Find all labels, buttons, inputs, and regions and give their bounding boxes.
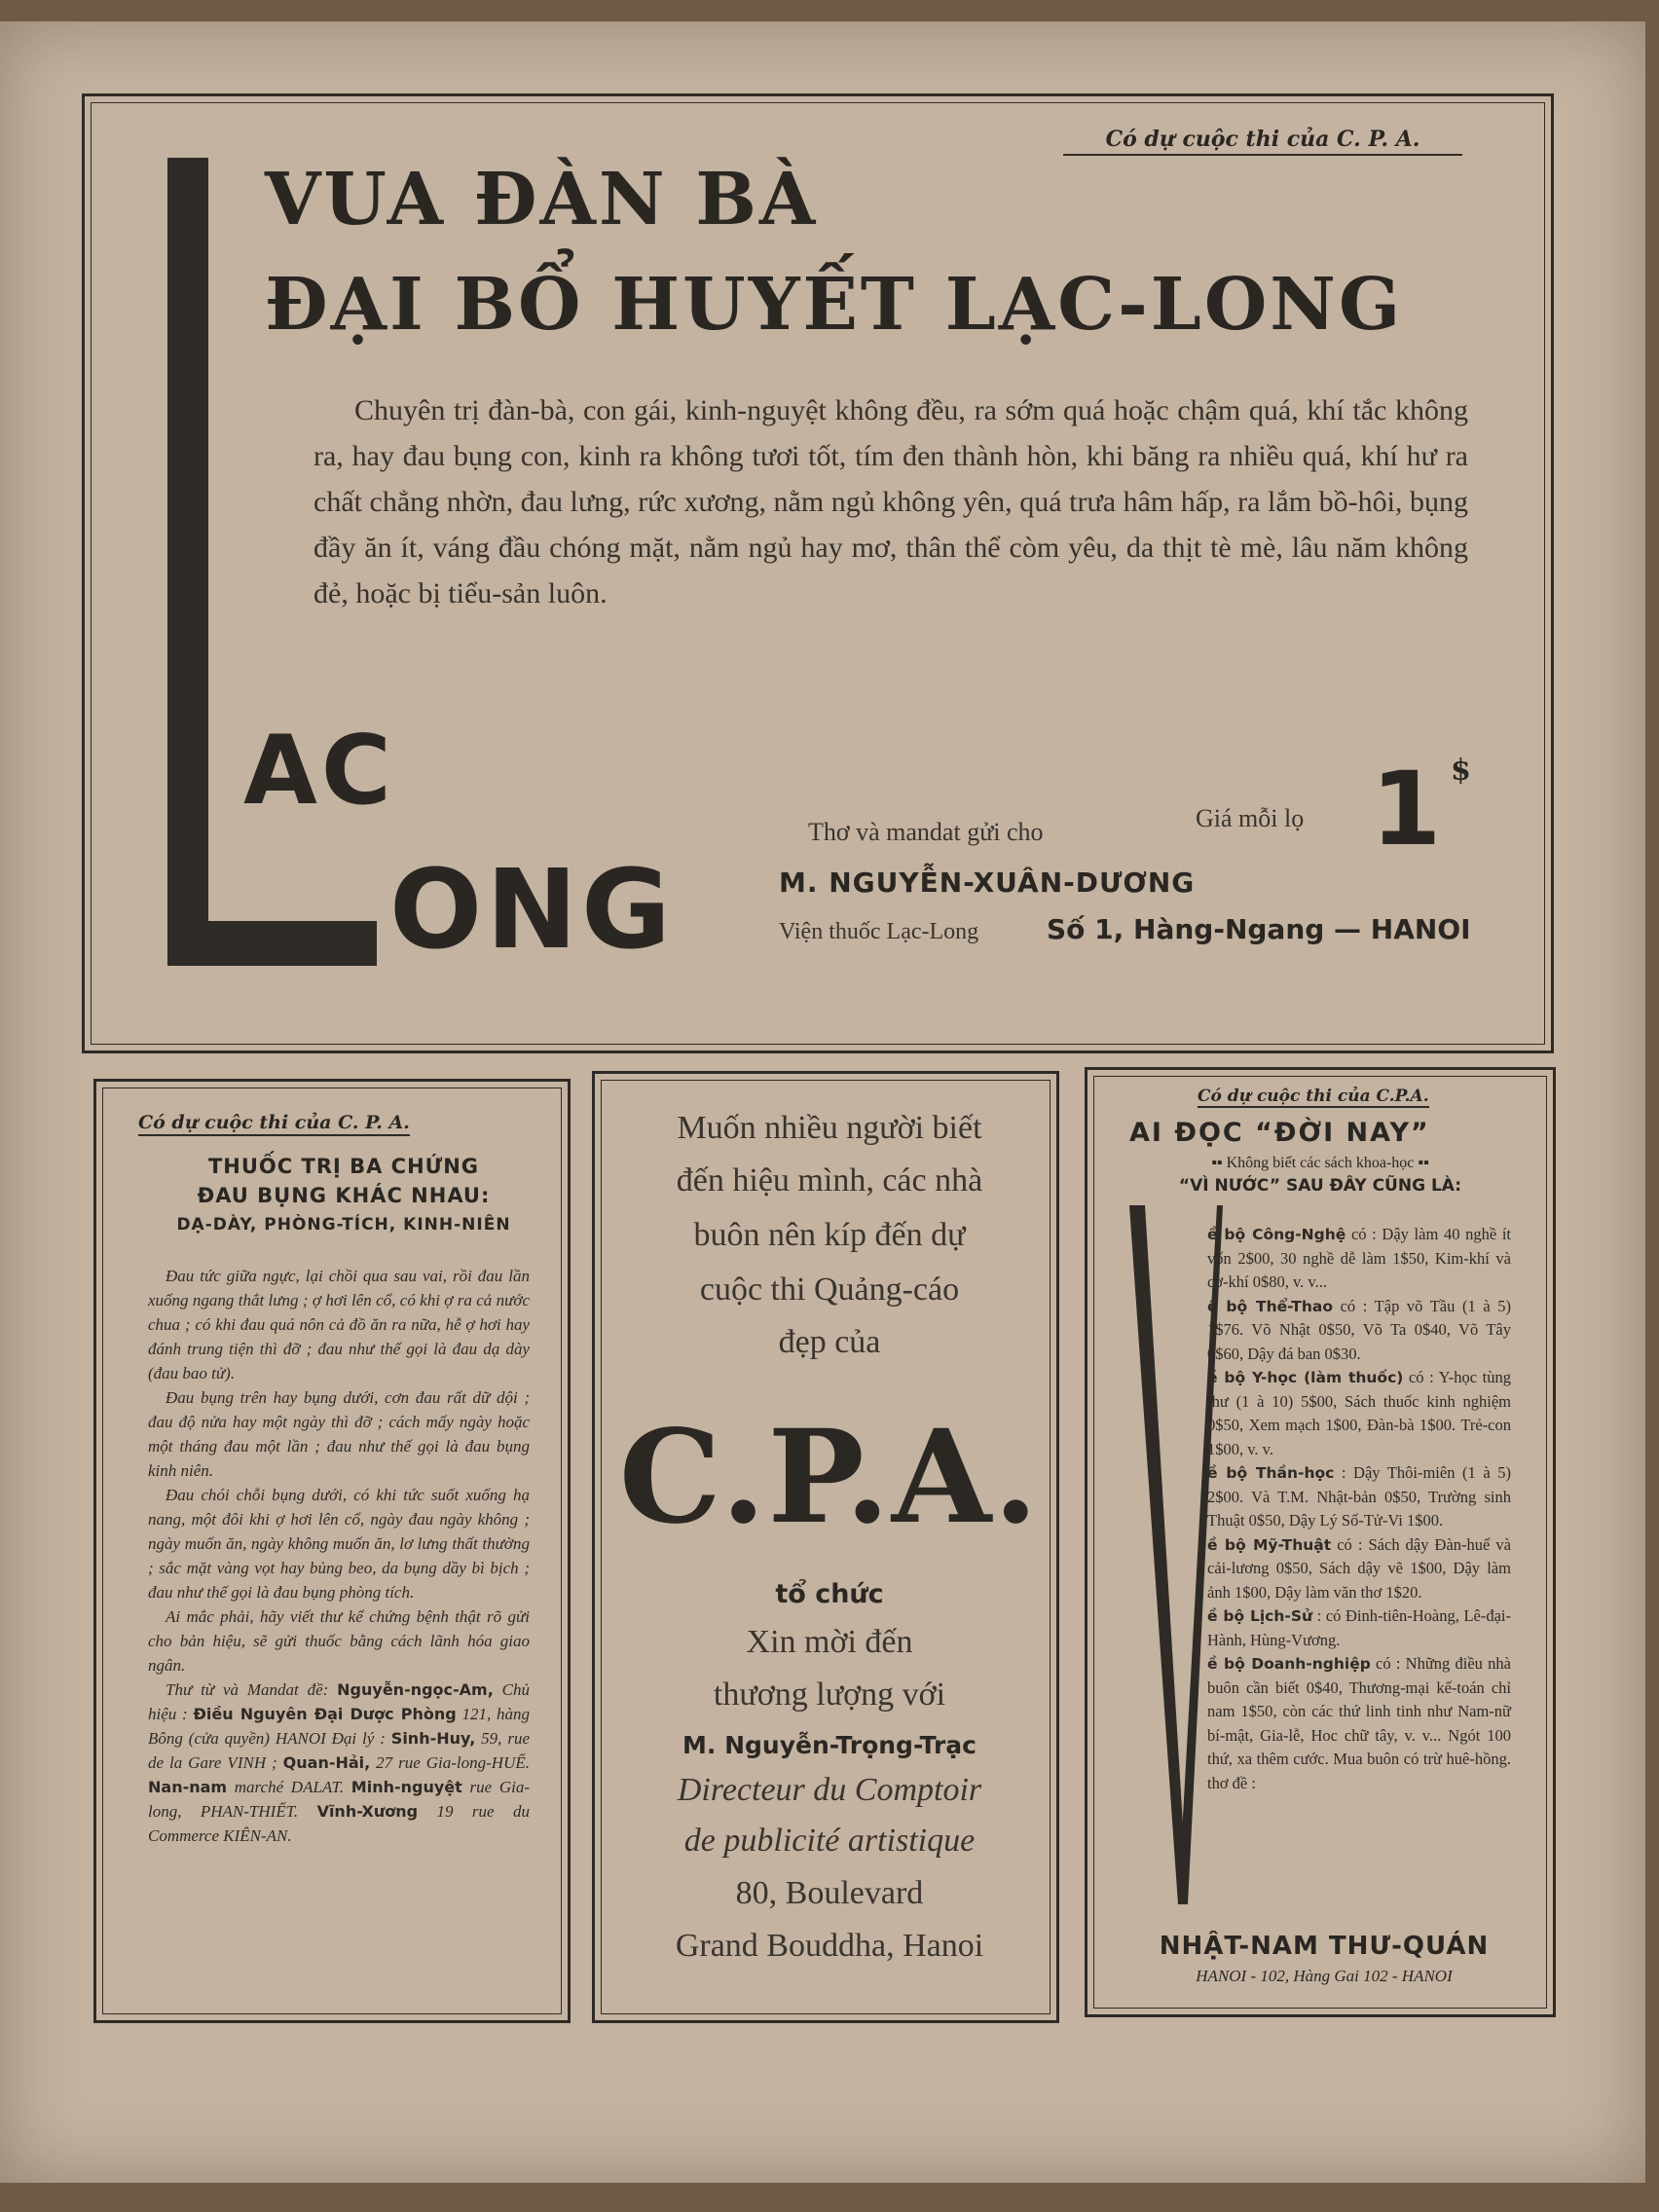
right-ad-subtitle2: “VÌ NƯỚC” SAU ĐÂY CŨNG LÀ: [1178,1176,1462,1196]
right-ad-item-5-body: có : Sách dậy Đàn-huế và cải-lương 0$50, Sách dậy vẽ 1$00, Dậy làm ảnh 1$00, Dậy làm văn thơ 1$20. [1207,1534,1511,1602]
middle-ad-role1: Directeur du Comptoir [677,1772,982,1808]
right-ad-item-1 [1207,1223,1511,1295]
right-ad-footer-address: HANOI - 102, Hàng Gai 102 - HANOI [1196,1967,1453,1985]
left-ad-mail-prefix: Thư từ và Mandat đề: [166,1680,338,1699]
left-ad-agent-3: Nan-nam [148,1778,228,1796]
right-ad-item-7 [1207,1652,1511,1795]
top-ad-price-value: 1 [1371,750,1442,868]
right-ad-item-3-body: có : Y-học tùng thư (1 à 10) 5$00, Sách thuốc kinh nghiệm 0$50, Xem mạch 1$00, Đàn-bà 1$00. Trẻ-con 1$00, v. v. [1207,1368,1511,1458]
left-ad-title-line2: ĐAU BỤNG KHÁC NHAU: [197,1184,491,1207]
left-ad-title-line1: THUỐC TRỊ BA CHỨNG [207,1155,480,1178]
left-ad-contest-note: Có dự cuộc thi của C. P. A. [138,1112,410,1136]
right-ad-item-6-head: ề bộ Lịch-Sử [1207,1607,1313,1625]
right-ad-footer-name: NHẬT-NAM THƯ-QUÁN [1159,1932,1490,1961]
right-ad-item-6-body: : có Đinh-tiên-Hoàng, Lê-đại-Hành, Hùng-Vương. [1207,1606,1511,1649]
right-ad-contest-note: Có dự cuộc thi của C.P.A. [1198,1087,1429,1106]
top-ad-body: Chuyên trị đàn-bà, con gái, kinh-nguyệt không đều, ra sớm quá hoặc chậm quá, khí tắc không ra, hay đau bụng con, kinh ra không tươi tốt, tím đen thành hòn, khi băng ra nhiều quá, khí hư ra chất chẳng nhờn, đau lưng, rức xương, nằm ngủ không yên, quá trưa hâm hấp, ra lắm bồ-hôi, bụng đầy ăn ít, váng đầu chóng mặt, nằm ngủ hay mơ, thân thể còm yêu, da thịt tè mè, lâu năm không đẻ, hoặc bị tiểu-sản luôn. [313,394,1468,609]
middle-ad-invite2: thương lượng với [713,1677,946,1713]
left-ad-agent-5-address: 19 rue du Commerce KIÊN-AN. [148,1802,530,1845]
right-ad-item-1-body: có : Dậy làm 40 nghề ít vốn 2$00, 30 nghề dễ làm 1$50, Kim-khí và cơ-khí 0$80, v. v... [1207,1225,1511,1291]
right-ad-item-2-body: có : Tập võ Tầu (1 à 5) 1$76. Võ Nhật 0$50, Võ Ta 0$40, Võ Tây 0$60, Dậy đá ban 0$30. [1207,1296,1511,1363]
middle-ad-cpa-title: C.P.A. [618,1402,1041,1553]
right-ad-subtitle1: ▪▪ Không biết các sách khoa-học ▪▪ [1211,1155,1429,1171]
left-ad-agent-3-address: marché DALAT. [227,1778,351,1796]
left-ad-agent-1-address: 59, rue de la Gare VINH ; [148,1729,530,1772]
right-ad-item-5 [1207,1533,1511,1605]
top-ad-address: Số 1, Hàng-Ngang — HANOI [1047,913,1471,945]
top-ad-title-line1: VUA ĐÀN BÀ [265,158,819,241]
lac-long-logo-ong: ONG [389,847,675,974]
middle-ad-line3: buôn nên kíp đến dự [693,1217,966,1253]
middle-ad-addr1: 80, Boulevard [735,1875,924,1911]
right-ad-item-3-head: ề bộ Y-học (làm thuốc) [1207,1369,1404,1386]
right-ad-item-4 [1207,1461,1511,1533]
right-ad-item-2 [1207,1295,1511,1367]
lac-long-logo-letter-l-foot [167,921,377,966]
left-ad-owner-name: Nguyễn-ngọc-Am, [337,1680,494,1699]
right-ad-item-5-head: ề bộ Mỹ-Thuật [1207,1535,1332,1554]
top-ad-institute: Viện thuốc Lạc-Long [779,919,979,944]
middle-ad-line1: Muốn nhiều người biết [677,1110,982,1146]
top-ad-mail-line: Thơ và mandat gửi cho [808,818,1044,846]
left-ad-para2: Đau bụng trên hay bụng dưới, cơn đau rất dữ dội ; đau độ nửa hay một ngày thì đỡ ; cách mấy ngày hoặc một tháng đau một lần ; đau như thế gọi là đau bụng kinh niên. [148,1388,530,1480]
left-ad-para5 [148,1677,530,1848]
right-ad-item-7-body: có : Những điều nhà buôn cần biết 0$40, Thương-mại kế-toán chỉ nam 1$50, còn các thứ linh tinh như Nam-nữ bí-mật, Gia-lễ, Hoc chữ tây, v. v... Ngót 100 thứ, xa thêm cước. Mua buôn có trừ huê-hồng. thơ đề : [1207,1654,1511,1792]
right-ad-item-3 [1207,1366,1511,1461]
right-ad-item-1-head: ề bộ Công-Nghệ [1207,1226,1346,1243]
left-ad-para3: Đau chói chỗi bụng dưới, có khi tức suốt xuống hạ nang, một đôi khi ợ hơi lên cổ, ngày đau ngày không ; ngày muốn ăn, ngày không muốn ăn, lơ lưng thất thường ; sắc mặt vàng vọt hay bủng beo, da bụng dầy bì bịch ; đau như thế gọi là đau bụng phòng tích. [148,1486,530,1602]
left-ad-agent-2-address: 27 rue Gia-long-HUẾ. [370,1753,530,1772]
left-ad-agent-4-address: rue Gia-long, PHAN-THIẾT. [148,1778,530,1821]
left-ad-para1: Đau tức giữa ngực, lại chồi qua sau vai, rồi đau lần xuống ngang thắt lưng ; ợ hơi lên cổ, có khi ợ ra cả nước chua ; có khi đau quá nôn cả đồ ăn ra nữa, hễ ợ hơi hay đánh trung tiện thì đỡ ; đau như thế gọi là đau dạ dày (đau bao tử). [148,1267,530,1382]
right-ad-item-2-head: ề bộ Thể-Thao [1207,1297,1333,1315]
left-ad-para4: Ai mắc phải, hãy viết thư kể chứng bệnh thật rõ gửi cho bản hiệu, sẽ gửi thuốc bằng cách lãnh hóa giao ngân. [148,1607,530,1675]
left-ad-agent-2: Quan-Hải, [282,1753,371,1772]
left-ad-agent-1: Sinh-Huy, [390,1729,476,1748]
right-ad-item-4-body: : Dậy Thôi-miên (1 à 5) 2$00. Và T.M. Nhật-bản 0$50, Trường sinh Thuật 0$50, Dậy Lý Số-Tử-Vi 1$00. [1207,1463,1511,1530]
top-ad-price-currency: $ [1451,754,1471,788]
middle-ad-organize: tổ chức [775,1579,884,1609]
top-ad-title-line2: ĐẠI BỔ HUYẾT LẠC-LONG [265,263,1404,347]
middle-ad-role2: de publicité artistique [683,1823,976,1859]
middle-ad-line5: đẹp của [778,1324,881,1360]
middle-ad-invite1: Xin mời đến [746,1624,913,1660]
middle-ad-line2: đến hiệu mình, các nhà [676,1162,983,1198]
right-ad-book-list [1207,1223,1511,1795]
left-ad-owner-label: Chủ hiệu : [148,1680,530,1723]
middle-ad-addr2: Grand Bouddha, Hanoi [675,1928,984,1964]
lac-long-logo-ac: AC [243,716,395,827]
top-ad-contest-note: Có dự cuộc thi của C. P. A. [1063,127,1462,156]
left-ad-agent-4: Minh-nguyệt [350,1778,462,1796]
top-ad-person: M. NGUYỄN-XUÂN-DƯƠNG [779,866,1196,899]
right-ad-item-6 [1207,1604,1511,1652]
left-ad-agent-5: Vĩnh-Xương [316,1802,419,1821]
right-ad-item-7-head: ề bộ Doanh-nghiệp [1207,1655,1371,1673]
middle-ad-line4: cuộc thi Quảng-cáo [699,1272,960,1308]
left-ad-title-line3: DẠ-DÀY, PHÒNG-TÍCH, KINH-NIÊN [176,1215,511,1235]
right-ad-title: AI ĐỌC “ĐỜI NAY” [1129,1118,1430,1148]
top-ad-price-label: Giá mỗi lọ [1196,804,1305,832]
left-ad-body [148,1264,530,1848]
lac-long-logo-letter-l [167,158,208,966]
right-ad-item-4-head: ề bộ Thần-học [1207,1464,1335,1482]
left-ad-shop-name: Điều Nguyên Đại Dược Phòng [193,1705,457,1723]
left-ad-shop-address: 121, hàng Bông (cửa quyền) HANOI Đại lý : [148,1705,531,1748]
middle-ad-person: M. Nguyễn-Trọng-Trạc [682,1731,977,1759]
